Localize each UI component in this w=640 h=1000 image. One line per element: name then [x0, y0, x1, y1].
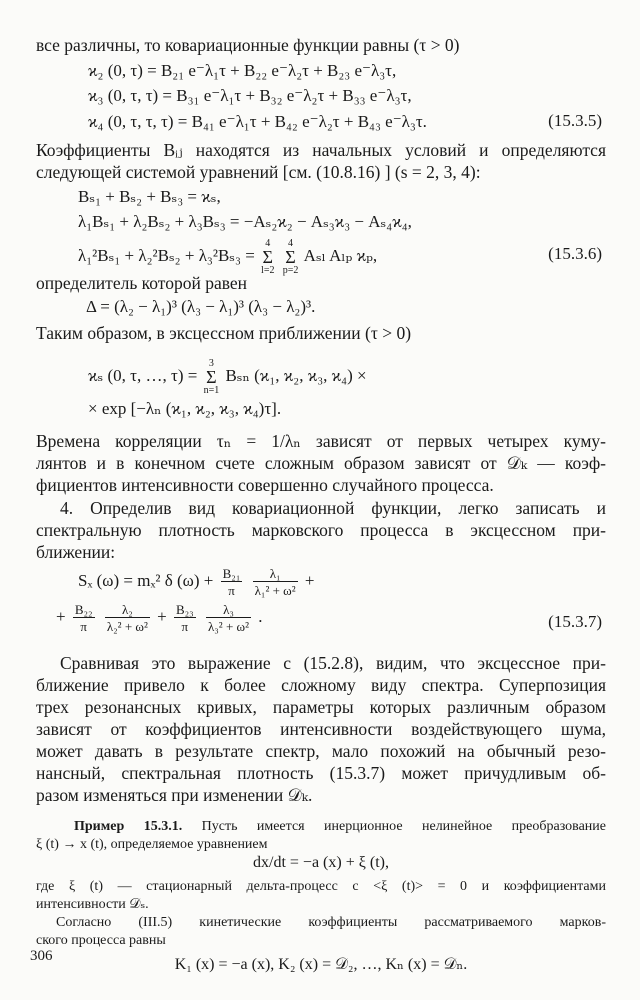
equation-line: × exp [−λₙ (ϰ₁, ϰ₂, ϰ₃, ϰ₄)τ].: [88, 399, 282, 418]
text-line: разом изменяться при изменении 𝒟ₖ.: [36, 785, 313, 805]
text-line: фициентов интенсивности совершенно случайного процесса.: [36, 475, 494, 495]
text-line: Таким образом, в эксцессном приближении (τ > 0): [36, 323, 412, 343]
text-line: Коэффициенты Bᵢⱼ находятся из начальных условий и определяются: [36, 140, 606, 160]
equation-part: +: [157, 606, 167, 626]
equation-line: [56, 602, 263, 634]
sigma-symbol: Σ: [206, 367, 217, 387]
text-line: 4. Определив вид ковариационной функции, легко записать и: [60, 498, 606, 518]
page-number: 306: [30, 948, 53, 964]
sum-upper-limit: 3: [208, 358, 214, 369]
fraction: [174, 602, 196, 634]
text-line: определитель которой равен: [36, 273, 248, 293]
sum-lower-limit: n=1: [203, 385, 220, 396]
fraction-numerator: B₂₂: [74, 602, 93, 617]
equation-line: [78, 238, 377, 276]
text-line: ξ (t) → x (t), определяемое уравнением: [36, 837, 268, 852]
fraction-numerator: λ₁: [269, 566, 281, 581]
equation-part: .: [258, 606, 263, 626]
fraction-denominator: π: [174, 617, 196, 634]
equation-line: [88, 358, 367, 396]
equation-line: dx/dt = −a (x) + ξ (t),: [253, 854, 389, 871]
fraction-denominator: λ₂² + ω²: [106, 619, 148, 634]
fraction-numerator: λ₃: [223, 602, 234, 617]
equation-part: +: [56, 606, 66, 626]
equation-line: ϰ₄ (0, τ, τ, τ) = B₄₁ e⁻λ₁τ + B₄₂ e⁻λ₂τ + B₄₃ e⁻λ₃τ.: [88, 112, 427, 131]
equation-line: [78, 566, 314, 598]
fraction-denominator: λ₁² + ω²: [254, 583, 296, 598]
equation-number: (15.3.5): [548, 111, 602, 130]
equation-line: λ₁Bₛ₁ + λ₂Bₛ₂ + λ₃Bₛ₃ = −Aₛ₂ϰ₂ − Aₛ₃ϰ₃ − Aₛ₄ϰ₄,: [78, 212, 412, 231]
fraction: [206, 602, 251, 634]
example-heading-line: [74, 818, 606, 835]
equation-part: ϰₛ (0, τ, …, τ) =: [88, 365, 198, 385]
equation-number: (15.3.6): [548, 244, 602, 263]
sum-lower-limit: l=2: [261, 265, 275, 276]
sum-lower-limit: p=2: [282, 265, 299, 276]
equation-number: (15.3.7): [548, 612, 602, 631]
fraction-numerator: B₂₁: [222, 566, 241, 581]
fraction: [105, 602, 150, 634]
text-line: где ξ (t) — стационарный дельта-процесс с <ξ (t)> = 0 и коэффициентами: [36, 879, 606, 894]
sum-upper-limit: 4: [288, 238, 294, 249]
fraction-numerator: B₂₃: [175, 602, 194, 617]
fraction: [73, 602, 95, 634]
example-label: Пример 15.3.1.: [74, 819, 183, 834]
text-line: интенсивности 𝒟ₛ.: [36, 897, 149, 912]
equation-part: Aₛₗ Aₗₚ ϰₚ,: [303, 245, 378, 265]
equation-line: K₁ (x) = −a (x), K₂ (x) = 𝒟₂, …, Kₙ (x) = 𝒟ₙ.: [174, 956, 468, 973]
equation-part: Bₛₙ (ϰ₁, ϰ₂, ϰ₃, ϰ₄) ×: [225, 365, 367, 385]
equation-line: Bₛ₁ + Bₛ₂ + Bₛ₃ = ϰₛ,: [78, 187, 221, 206]
sum-operator: [283, 238, 299, 276]
text-line: лянтов и в конечном счете сложным образом зависят от 𝒟ₖ — коэф-: [36, 453, 606, 473]
equation-part: Sₓ (ω) = mₓ² δ (ω) +: [78, 570, 214, 590]
fraction-denominator: π: [73, 617, 95, 634]
text-line: ского процесса равны: [36, 933, 166, 948]
text-line: Согласно (III.5) кинетические коэффициенты рассматриваемого марков-: [56, 915, 606, 930]
text-line: ближении:: [36, 542, 116, 562]
fraction-numerator: λ₂: [121, 602, 133, 617]
text-part: Пусть имеется инерционное нелинейное преобразование: [201, 819, 606, 834]
equation-line: Δ = (λ₂ − λ₁)³ (λ₃ − λ₁)³ (λ₃ − λ₂)³.: [86, 297, 316, 316]
text-line: может давать в результате спектр, мало похожий на обычный резо-: [36, 741, 606, 761]
sum-operator: [204, 358, 220, 396]
sigma-symbol: Σ: [262, 247, 273, 267]
text-line: Времена корреляции τₙ = 1/λₙ зависят от первых четырех куму-: [36, 431, 606, 451]
sum-operator: [261, 238, 274, 276]
text-line: следующей системой уравнений [см. (10.8.16) ] (s = 2, 3, 4):: [36, 162, 481, 182]
fraction-denominator: λ₃² + ω²: [207, 619, 249, 634]
equation-line: ϰ₃ (0, τ, τ) = B₃₁ e⁻λ₁τ + B₃₂ e⁻λ₂τ + B₃₃ e⁻λ₃τ,: [88, 86, 412, 105]
equation-line: ϰ₂ (0, τ) = B₂₁ e⁻λ₁τ + B₂₂ e⁻λ₂τ + B₂₃ e⁻λ₃τ,: [88, 61, 397, 80]
text-line: все различны, то ковариационные функции равны (τ > 0): [36, 35, 460, 55]
text-line: Сравнивая это выражение с (15.2.8), видим, что эксцессное при-: [60, 653, 606, 673]
fraction: [253, 566, 298, 598]
equation-part: λ₁²Bₛ₁ + λ₂²Bₛ₂ + λ₃²Bₛ₃ =: [78, 245, 255, 265]
text-line: зависят от коэффициентов интенсивности воздействующего шума,: [36, 719, 606, 739]
text-line: ближение привело к более сложному виду спектра. Суперпозиция: [36, 675, 606, 695]
sum-upper-limit: 4: [265, 238, 271, 249]
text-line: спектральную плотность марковского процесса в эксцессном при-: [36, 520, 606, 540]
text-line: трех резонансных кривых, параметры которых различным образом: [36, 697, 606, 717]
sigma-symbol: Σ: [285, 247, 296, 267]
text-line: нансный, спектральная плотность (15.3.7) может причудливым об-: [36, 763, 606, 783]
fraction: [221, 566, 243, 598]
fraction-denominator: π: [221, 581, 243, 598]
equation-part: +: [304, 570, 315, 590]
